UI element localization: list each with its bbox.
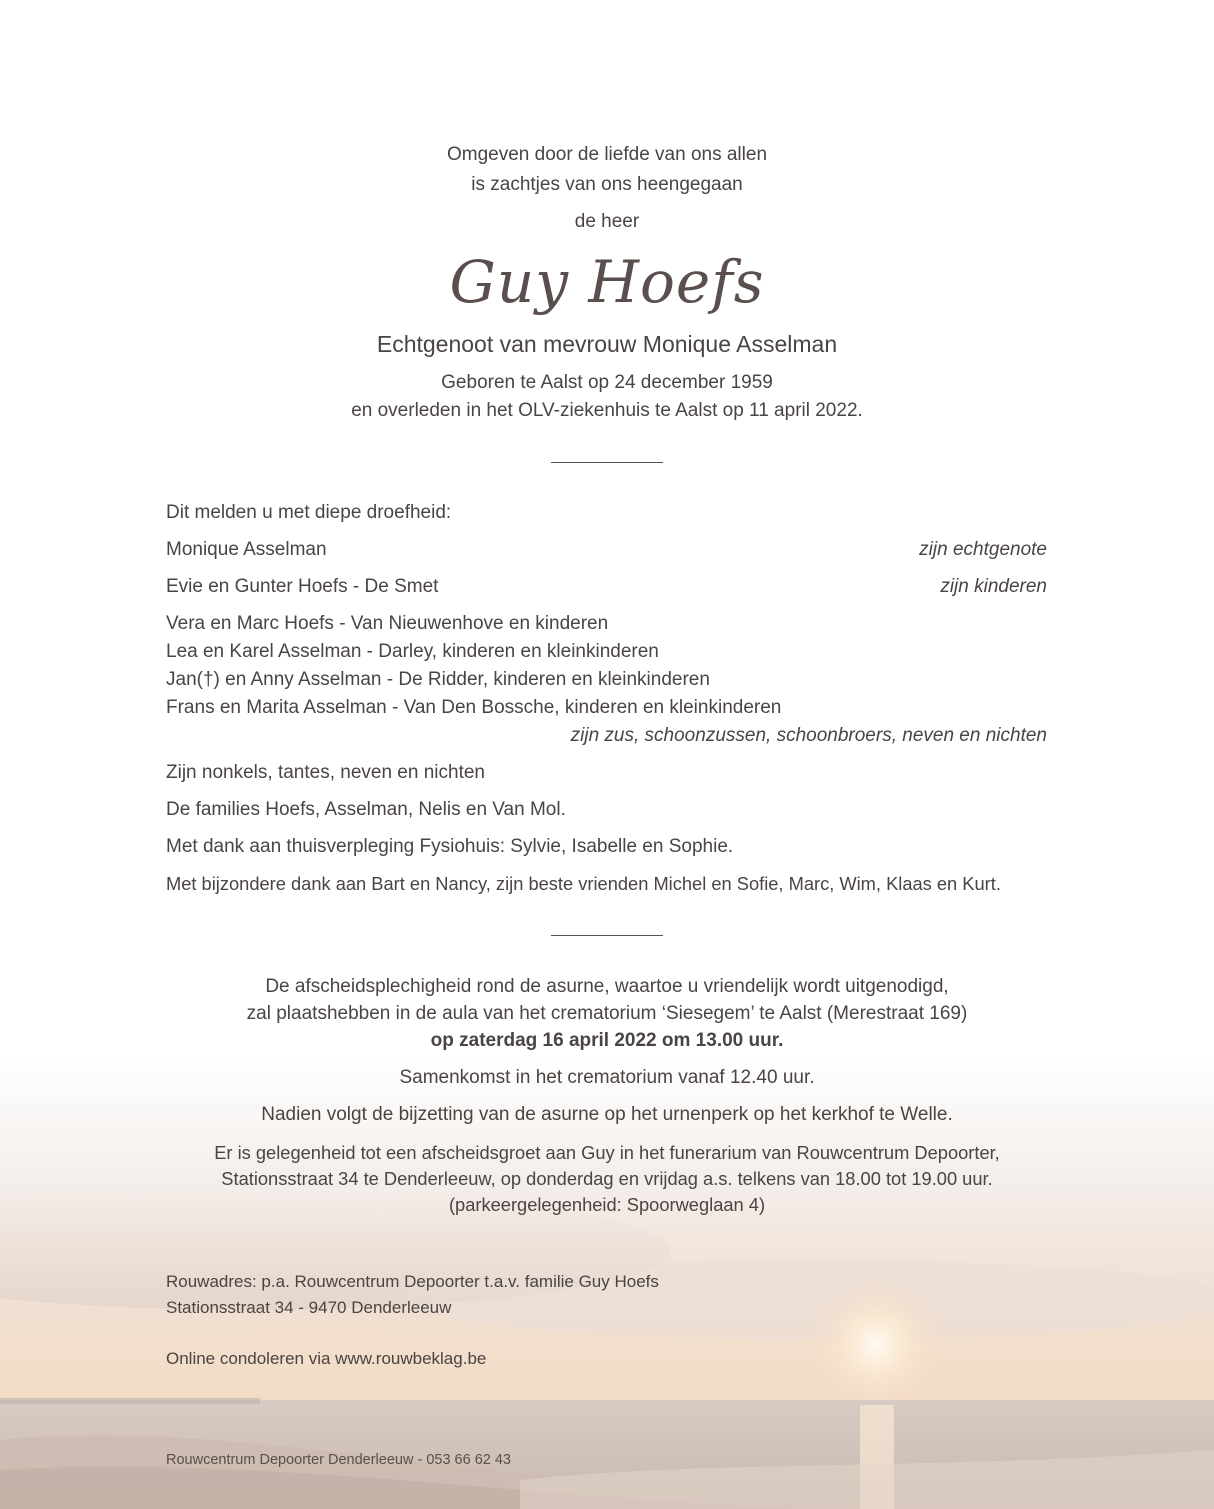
online-condolence-link[interactable]: Online condoleren via www.rouwbeklag.be	[166, 1349, 487, 1368]
sibling-line: Lea en Karel Asselman - Darley, kinderen en kleinkinderen	[166, 641, 659, 662]
siblings-relation: zijn zus, schoonzussen, schoonbroers, neven en nichten	[570, 725, 1047, 746]
ceremony-line-1: De afscheidsplechigheid rond de asurne, waartoe u vriendelijk wordt uitgenodigd,	[265, 976, 949, 997]
ceremony-line-2: zal plaatshebben in de aula van het crematorium ‘Siesegem’ te Aalst (Merestraat 169)	[246, 1003, 968, 1024]
deceased-name: Guy Hoefs	[449, 248, 765, 316]
announcement-heading: Dit melden u met diepe droefheid:	[166, 502, 452, 523]
children-names: Evie en Gunter Hoefs - De Smet	[166, 576, 439, 597]
intro-line-2: is zachtjes van ons heengegaan	[471, 174, 743, 195]
intro-line-1: Omgeven door de liefde van ons allen	[446, 144, 768, 165]
uncles-line: Zijn nonkels, tantes, neven en nichten	[166, 762, 485, 783]
funeral-home-footer: Rouwcentrum Depoorter Denderleeuw - 053 66 62 43	[166, 1452, 511, 1468]
spouse-relation: zijn echtgenote	[919, 539, 1047, 560]
visit-line-1: Er is gelegenheid tot een afscheidsgroet aan Guy in het funerarium van Rouwcentrum Depoorter,	[214, 1142, 1000, 1163]
divider-2	[551, 935, 663, 936]
thanks-care-line: Met dank aan thuisverpleging Fysiohuis: Sylvie, Isabelle en Sophie.	[166, 836, 734, 857]
title-line: de heer	[574, 211, 640, 232]
visit-line-2: Stationsstraat 34 te Denderleeuw, op donderdag en vrijdag a.s. telkens van 18.00 tot 19.00 uur.	[221, 1168, 993, 1189]
sibling-line: Jan(†) en Anny Asselman - De Ridder, kinderen en kleinkinderen	[166, 669, 710, 690]
sibling-line: Vera en Marc Hoefs - Van Nieuwenhove en kinderen	[166, 613, 609, 634]
spouse-line: Echtgenoot van mevrouw Monique Asselman	[376, 331, 838, 357]
thanks-friends-line: Met bijzondere dank aan Bart en Nancy, zijn beste vrienden Michel en Sofie, Marc, Wim, Klaas en Kurt.	[166, 873, 1001, 894]
mourning-address-line-2: Stationsstraat 34 - 9470 Denderleeuw	[166, 1298, 452, 1317]
divider-1	[551, 462, 663, 463]
children-relation: zijn kinderen	[940, 576, 1047, 597]
spouse-name: Monique Asselman	[166, 539, 327, 560]
death-line: en overleden in het OLV-ziekenhuis te Aalst op 11 april 2022.	[351, 400, 863, 421]
spouse-row	[166, 536, 1047, 564]
gathering-line: Samenkomst in het crematorium vanaf 12.40 uur.	[399, 1067, 815, 1088]
families-line: De families Hoefs, Asselman, Nelis en Van Mol.	[166, 799, 566, 820]
mourning-address-line-1: Rouwadres: p.a. Rouwcentrum Depoorter t.a.v. familie Guy Hoefs	[166, 1272, 659, 1291]
sibling-line: Frans en Marita Asselman - Van Den Bossche, kinderen en kleinkinderen	[166, 697, 782, 718]
parking-line: (parkeergelegenheid: Spoorweglaan 4)	[448, 1194, 766, 1215]
birth-line: Geboren te Aalst op 24 december 1959	[441, 372, 773, 393]
ceremony-date: op zaterdag 16 april 2022 om 13.00 uur.	[430, 1030, 784, 1051]
urn-line: Nadien volgt de bijzetting van de asurne op het urnenperk op het kerkhof te Welle.	[261, 1104, 953, 1125]
children-row	[166, 573, 1047, 601]
